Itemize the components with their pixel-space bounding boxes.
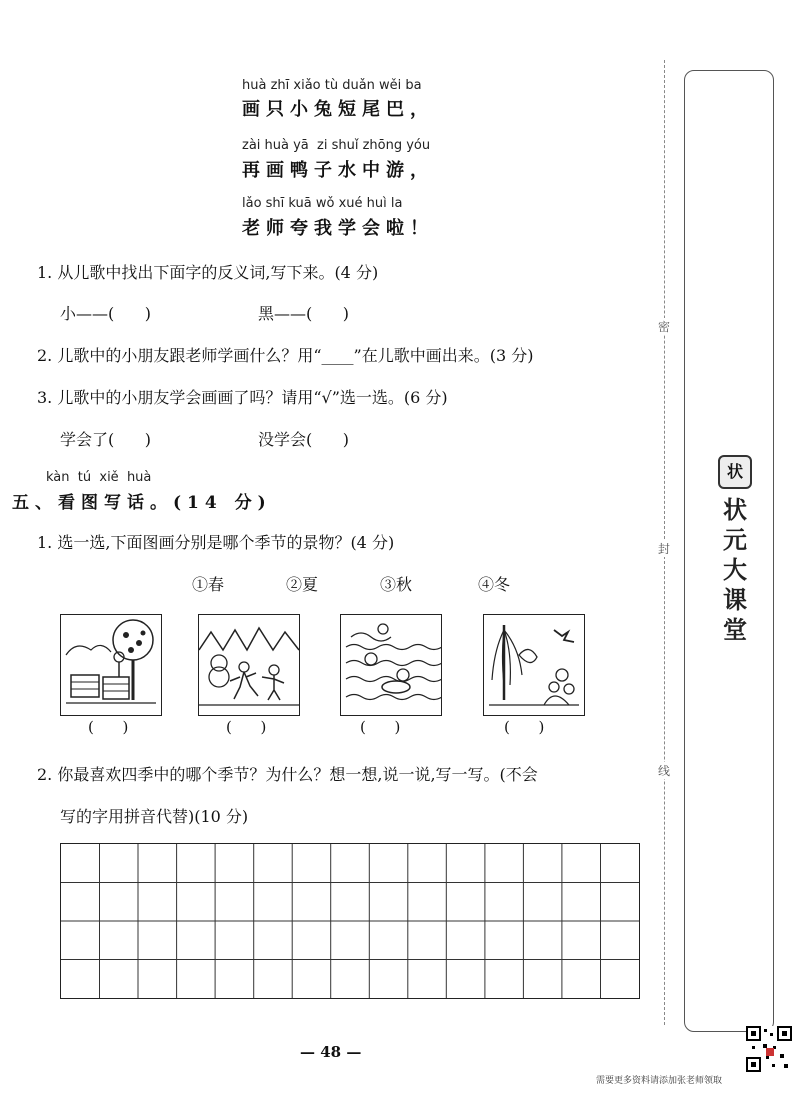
poem-line-1: 画只小兔短尾巴，	[242, 99, 434, 120]
answer-paren-3[interactable]: ( )	[360, 718, 401, 736]
page-number: — 48 —	[300, 1043, 362, 1061]
seal-char-xian: 线	[658, 764, 671, 778]
poem-pinyin-1: huà zhī xiǎo tù duǎn wěi ba	[242, 78, 422, 93]
season-winter: ④冬	[478, 575, 511, 594]
question-1-answer-small[interactable]: 小——( )	[60, 304, 152, 323]
section-5-title: 五、看图写话。(14 分)	[12, 493, 272, 513]
picture-harvest	[60, 614, 162, 716]
seal-char-feng: 封	[658, 542, 671, 556]
poem-line-3: 老师夸我学会啦！	[242, 218, 434, 239]
season-summer: ②夏	[286, 575, 319, 594]
question-2: 2. 儿歌中的小朋友跟老师学画什么？用“____”在儿歌中画出来。(3 分)	[37, 346, 534, 365]
question-3-option-not-learned[interactable]: 没学会( )	[258, 430, 350, 449]
question-3-option-learned[interactable]: 学会了( )	[60, 430, 152, 449]
section-5-question-2: 2. 你最喜欢四季中的哪个季节？为什么？想一想,说一说,写一写。(不会	[37, 765, 538, 784]
picture-swimming	[340, 614, 442, 716]
question-1: 1. 从儿歌中找出下面字的反义词,写下来。(4 分)	[37, 263, 379, 282]
seal-char-mi: 密	[658, 320, 671, 334]
section-5-pinyin: kàn tú xiě huà	[46, 470, 152, 485]
poem-pinyin-3: lǎo shī kuā wǒ xué huì la	[242, 196, 403, 211]
picture-snow-play	[198, 614, 300, 716]
question-3: 3. 儿歌中的小朋友学会画画了吗？请用“√”选一选。(6 分)	[37, 388, 448, 407]
season-autumn: ③秋	[380, 575, 413, 594]
footer-note: 需要更多资料请添加张老师领取	[596, 1076, 723, 1086]
section-5-question-2-cont: 写的字用拼音代替)(10 分)	[60, 807, 249, 826]
brand-title: 状元大课堂	[723, 495, 747, 644]
brand-logo: 状	[718, 455, 752, 489]
writing-grid[interactable]	[60, 843, 640, 999]
question-1-answer-black[interactable]: 黑——( )	[258, 304, 350, 323]
qr-code[interactable]	[746, 1026, 792, 1072]
answer-paren-4[interactable]: ( )	[504, 718, 545, 736]
poem-line-2: 再画鸭子水中游，	[242, 160, 434, 181]
section-5-question-1: 1. 选一选,下面图画分别是哪个季节的景物？(4 分)	[37, 533, 395, 552]
season-spring: ①春	[192, 575, 225, 594]
poem-pinyin-2: zài huà yā zi shuǐ zhōng yóu	[242, 138, 431, 153]
answer-paren-1[interactable]: ( )	[88, 718, 129, 736]
picture-willow-swallows	[483, 614, 585, 716]
answer-paren-2[interactable]: ( )	[226, 718, 267, 736]
